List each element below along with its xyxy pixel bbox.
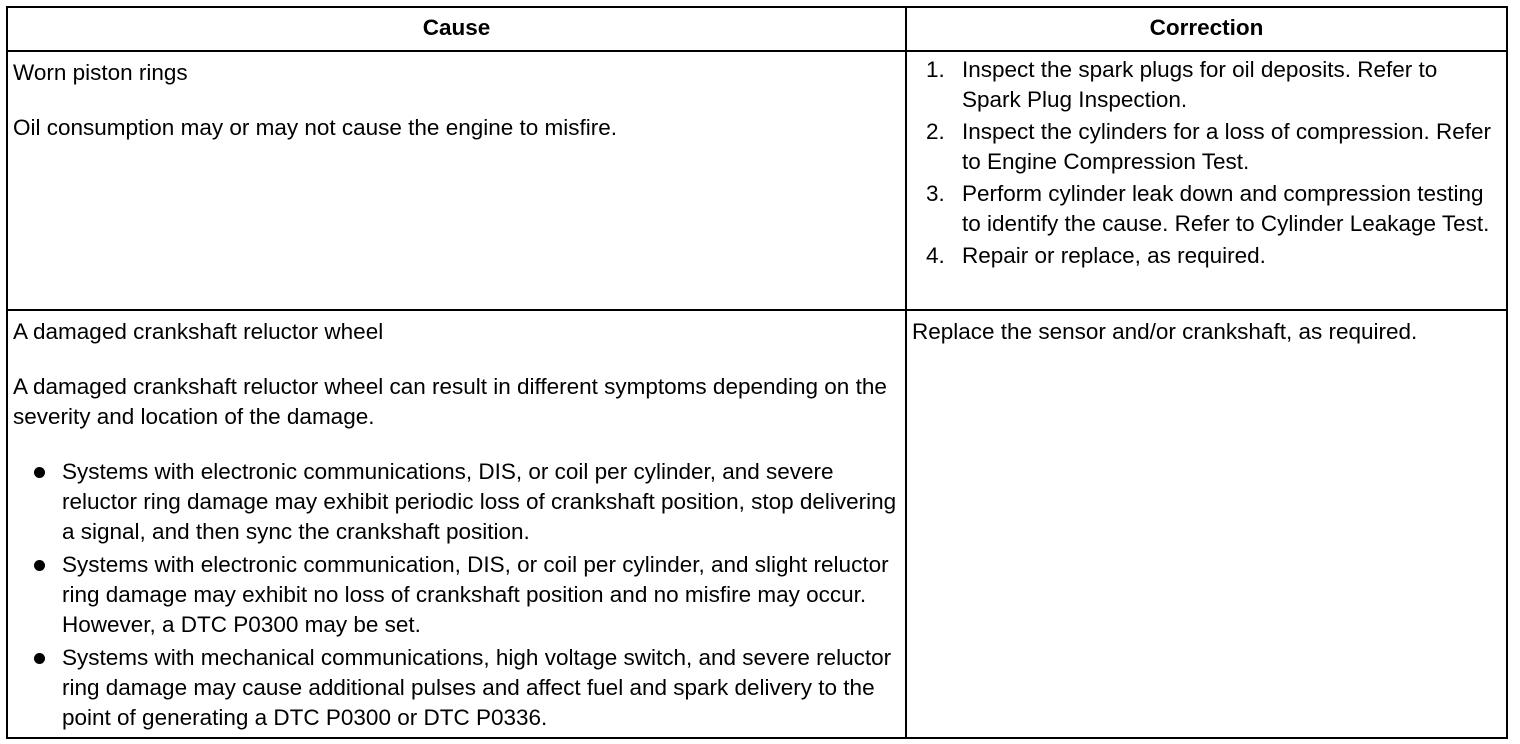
correction-cell — [906, 310, 1507, 738]
correction-steps-list — [912, 55, 1502, 271]
bullet-icon — [34, 560, 45, 571]
cause-correction-table — [6, 6, 1508, 739]
step-number: 3. — [926, 181, 945, 206]
bullet-text: Systems with electronic communication, DIS, or coil per cylinder, and slight reluctor ring damage may exhibit no loss of crankshaft position and no misfire may occur. However, a DTC P0300 may be set. — [62, 552, 889, 637]
header-correction: Correction — [906, 7, 1507, 51]
cause-title: A damaged crankshaft reluctor wheel — [13, 319, 384, 344]
step-text: Perform cylinder leak down and compression testing to identify the cause. Refer to Cylinder Leakage Test. — [962, 181, 1490, 236]
correction-text: Replace the sensor and/or crankshaft, as required. — [912, 319, 1418, 344]
cause-bullet-item — [13, 457, 901, 547]
cause-cell — [7, 51, 906, 310]
step-text: Repair or replace, as required. — [962, 243, 1266, 268]
table-row — [7, 310, 1507, 738]
correction-step — [912, 179, 1502, 239]
correction-cell — [906, 51, 1507, 310]
cause-bullet-list — [13, 457, 901, 733]
cause-bullet-item — [13, 550, 901, 640]
step-number: 2. — [926, 119, 945, 144]
table-header-row — [7, 7, 1507, 51]
correction-step — [912, 117, 1502, 177]
bullet-icon — [34, 467, 45, 478]
cause-title: Worn piston rings — [13, 60, 188, 85]
bullet-text: Systems with mechanical communications, high voltage switch, and severe reluctor ring damage may cause additional pulses and affect fuel and spark delivery to the point of generating a DTC P0300 or DTC P0336. — [62, 645, 892, 730]
header-cause: Cause — [7, 7, 906, 51]
cause-description: Oil consumption may or may not cause the engine to misfire. — [13, 115, 618, 140]
bullet-text: Systems with electronic communications, DIS, or coil per cylinder, and severe reluctor ring damage may exhibit periodic loss of crankshaft position, stop delivering a signal, and then sync the crankshaft position. — [62, 459, 897, 544]
correction-step — [912, 241, 1502, 271]
table-row — [7, 51, 1507, 310]
bullet-icon — [34, 653, 45, 664]
step-number: 4. — [926, 243, 945, 268]
step-text: Inspect the cylinders for a loss of compression. Refer to Engine Compression Test. — [962, 119, 1491, 174]
cause-bullet-item — [13, 643, 901, 733]
step-number: 1. — [926, 57, 945, 82]
step-text: Inspect the spark plugs for oil deposits. Refer to Spark Plug Inspection. — [962, 57, 1438, 112]
cause-cell — [7, 310, 906, 738]
correction-step — [912, 55, 1502, 115]
cause-description: A damaged crankshaft reluctor wheel can result in different symptoms depending on the severity and location of the damage. — [13, 374, 887, 429]
